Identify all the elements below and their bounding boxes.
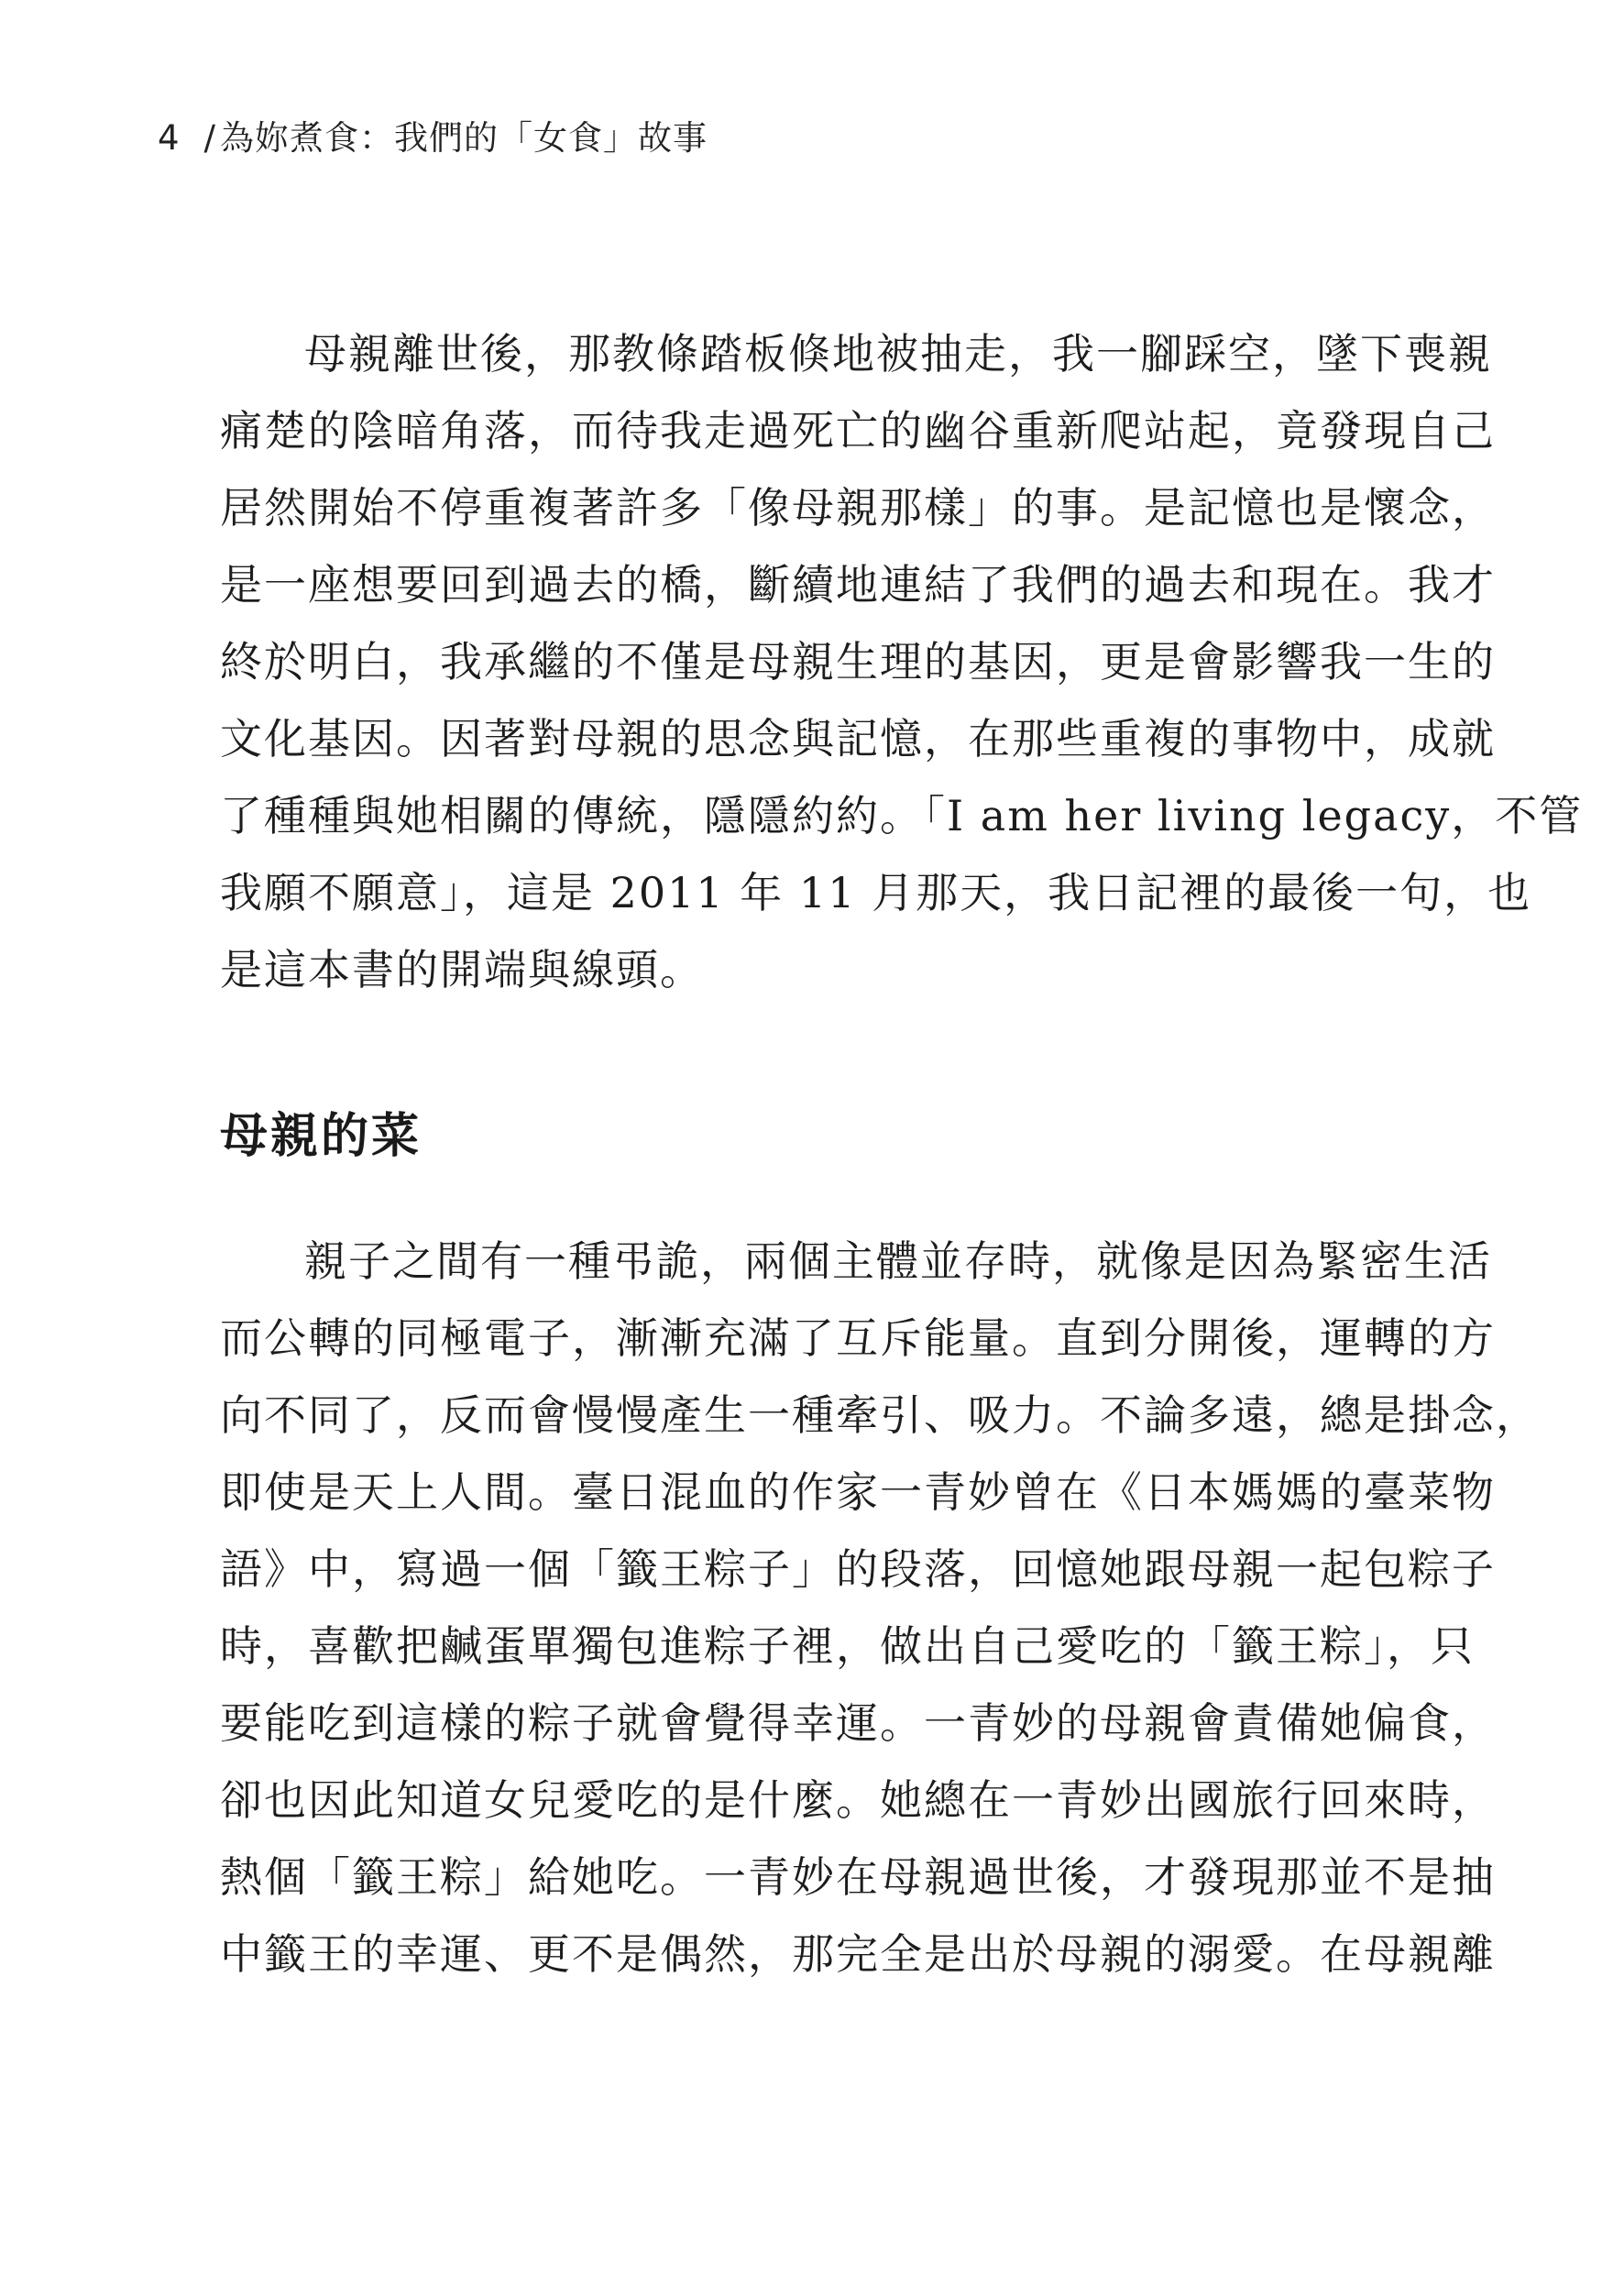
text-line: 了種種與她相關的傳統，隱隱約約。「I am her living legacy，不管 [220,791,1584,840]
text-line: 親子之間有一種弔詭，兩個主體並存時，就像是因為緊密生活 [304,1236,1492,1286]
text-line: 而公轉的同極電子，漸漸充滿了互斥能量。直到分開後，運轉的方 [220,1313,1496,1363]
text-line: 是這本書的開端與線頭。 [220,945,704,994]
text-line: 熱個「籤王粽」給她吃。一青妙在母親過世後，才發現那並不是抽 [220,1852,1496,1902]
text-line: 痛楚的陰暗角落，而待我走過死亡的幽谷重新爬站起，竟發現自己 [220,406,1496,456]
text-line: 時，喜歡把鹹蛋單獨包進粽子裡，做出自己愛吃的「籤王粽」，只 [220,1621,1475,1671]
text-line: 我願不願意」，這是 2011 年 11 月那天，我日記裡的最後一句，也 [220,868,1532,917]
book-title: 為妳煮食：我們的「女食」故事 [220,118,708,158]
paragraph-2 [220,1223,1540,1993]
text-line: 母親離世後，那教條踏板倏地被抽走，我一腳踩空，墜下喪親 [304,329,1492,379]
paragraph-1 [220,315,1584,1008]
text-line: 中籤王的幸運、更不是偶然，那完全是出於母親的溺愛。在母親離 [220,1929,1496,1979]
page-number: 4 [158,118,181,158]
text-line: 即使是天上人間。臺日混血的作家一青妙曾在《日本媽媽的臺菜物 [220,1467,1496,1517]
text-line: 語》中，寫過一個「籤王粽子」的段落，回憶她跟母親一起包粽子 [220,1544,1496,1594]
text-line: 居然開始不停重複著許多「像母親那樣」的事。是記憶也是懷念， [220,483,1496,533]
text-line: 卻也因此知道女兒愛吃的是什麼。她總在一青妙出國旅行回來時， [220,1775,1496,1825]
section-heading: 母親的菜 [220,1109,422,1164]
text-line: 是一座想要回到過去的橋，斷續地連結了我們的過去和現在。我才 [220,560,1496,609]
text-line: 要能吃到這樣的粽子就會覺得幸運。一青妙的母親會責備她偏食， [220,1698,1496,1748]
header-separator: / [203,118,217,158]
running-header [158,115,708,161]
text-line: 文化基因。因著對母親的思念與記憶，在那些重複的事物中，成就 [220,714,1496,763]
text-line: 終於明白，我承繼的不僅是母親生理的基因，更是會影響我一生的 [220,637,1496,686]
text-line: 向不同了，反而會慢慢產生一種牽引、吸力。不論多遠，總是掛念， [220,1390,1540,1440]
